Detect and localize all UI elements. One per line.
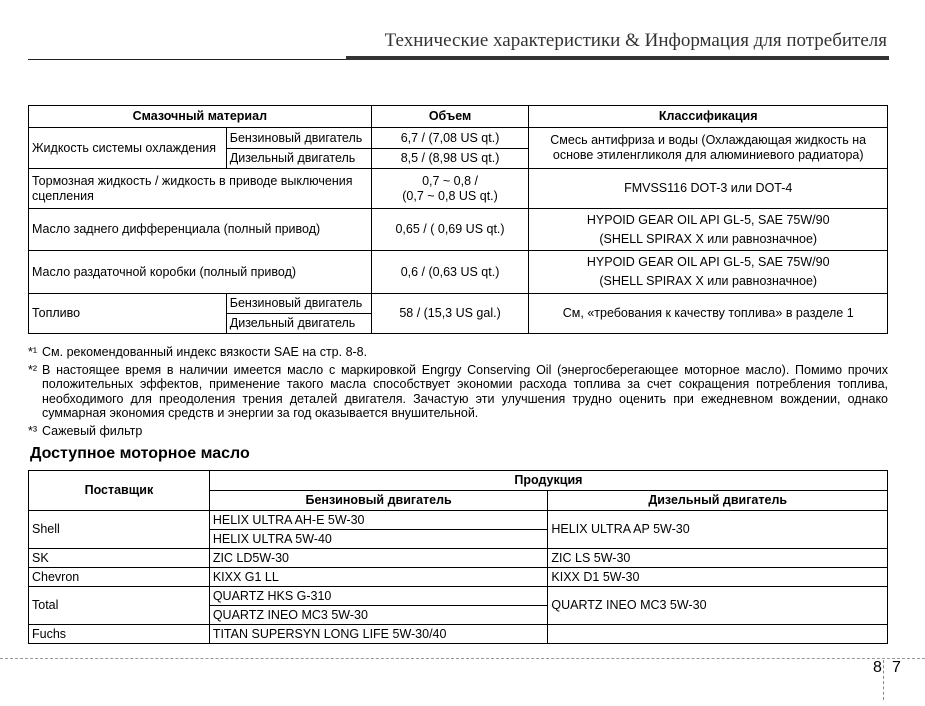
footnote-1-mark: *¹ <box>28 345 38 359</box>
rear-diff-class-line1: HYPOID GEAR OIL API GL-5, SAE 75W/90 <box>586 212 830 227</box>
supplier-chevron: Chevron <box>29 568 210 587</box>
footer-divider <box>0 658 925 659</box>
rear-diff-volume: 0,65 / ( 0,69 US qt.) <box>371 209 529 251</box>
coolant-diesel-volume: 8,5 / (8,98 US qt.) <box>371 149 529 169</box>
brake-fluid-classification: FMVSS116 DOT-3 или DOT-4 <box>529 169 888 209</box>
total-petrol-1: QUARTZ HKS G-310 <box>209 587 548 606</box>
rear-diff-name: Масло заднего дифференциала (полный привод) <box>29 209 372 251</box>
fuel-classification: См, «требования к качеству топлива» в разделе 1 <box>529 294 888 334</box>
supplier-total: Total <box>29 587 210 625</box>
footnote-3-mark: *³ <box>28 423 38 438</box>
brake-fluid-name: Тормозная жидкость / жидкость в приводе выключения сцепления <box>29 169 372 209</box>
footnote-3 <box>28 424 888 439</box>
footnote-3-text: Сажевый фильтр <box>42 423 143 438</box>
col-header-product: Продукция <box>209 471 887 491</box>
rear-diff-class-line2: (SHELL SPIRAX X или равнозначное) <box>599 231 818 246</box>
transfer-case-classification <box>529 251 888 294</box>
brake-fluid-volume <box>371 169 529 209</box>
col-header-petrol: Бензиновый двигатель <box>209 491 548 511</box>
transfer-class-line1: HYPOID GEAR OIL API GL-5, SAE 75W/90 <box>586 255 830 269</box>
supplier-shell: Shell <box>29 511 210 549</box>
shell-diesel: HELIX ULTRA AP 5W-30 <box>548 511 888 549</box>
col-header-diesel: Дизельный двигатель <box>548 491 888 511</box>
footnotes <box>28 345 888 438</box>
coolant-name: Жидкость системы охлаждения <box>29 128 227 169</box>
header-divider-thin <box>28 59 346 60</box>
lubricant-spec-table <box>28 105 888 334</box>
rear-diff-classification <box>529 209 888 251</box>
footnote-2-mark: *² <box>28 362 38 377</box>
section-title: Доступное моторное масло <box>30 445 250 462</box>
page-number-separator <box>883 660 884 700</box>
header-divider-thick <box>346 56 889 60</box>
footnote-2-text: В настоящее время в наличии имеется масло с маркировкой Engrgy Conserving Oil (энергосберегающее моторное масло). Помимо прочих положительных эффектов, применение такого масла способствует экономии расхода топлива за счет сокращения потребления топлива, необходимого для преодоления трения деталей двигателя. Зачастую эти улучшения трудно оценить при ежедневном вождении, однако суммарная экономия средств и энергии за год оказывается внушительной. <box>42 362 888 420</box>
coolant-petrol-volume: 6,7 / (7,08 US qt.) <box>371 128 529 149</box>
coolant-petrol-label: Бензиновый двигатель <box>226 128 371 149</box>
transfer-case-volume: 0,6 / (0,63 US qt.) <box>371 251 529 294</box>
fuel-name: Топливо <box>29 294 227 334</box>
fuchs-petrol: TITAN SUPERSYN LONG LIFE 5W-30/40 <box>209 625 548 644</box>
page-header-title: Технические характеристики & Информация для потребителя <box>384 30 887 51</box>
col-header-classification: Классификация <box>529 106 888 128</box>
footnote-1-text: См. рекомендованный индекс вязкости SAE на стр. 8-8. <box>42 345 368 359</box>
fuel-petrol-label: Бензиновый двигатель <box>226 294 371 314</box>
supplier-sk: SK <box>29 549 210 568</box>
sk-diesel: ZIC LS 5W-30 <box>548 549 888 568</box>
engine-oil-table <box>28 470 888 644</box>
shell-petrol-1: HELIX ULTRA AH-E 5W-30 <box>209 511 548 530</box>
total-petrol-2: QUARTZ INEO MC3 5W-30 <box>209 606 548 625</box>
transfer-class-line2: (SHELL SPIRAX X или равнозначное) <box>599 274 818 288</box>
coolant-diesel-label: Дизельный двигатель <box>226 149 371 169</box>
transfer-case-name: Масло раздаточной коробки (полный привод) <box>29 251 372 294</box>
fuel-diesel-label: Дизельный двигатель <box>226 314 371 334</box>
page-number: 7 <box>892 659 901 676</box>
chevron-diesel: KIXX D1 5W-30 <box>548 568 888 587</box>
supplier-fuchs: Fuchs <box>29 625 210 644</box>
brake-volume-line2: (0,7 ~ 0,8 US qt.) <box>402 188 498 203</box>
fuchs-diesel <box>548 625 888 644</box>
col-header-lubricant: Смазочный материал <box>29 106 372 128</box>
shell-petrol-2: HELIX ULTRA 5W-40 <box>209 530 548 549</box>
brake-volume-line1: 0,7 ~ 0,8 / <box>422 173 479 188</box>
col-header-supplier: Поставщик <box>29 471 210 511</box>
total-diesel: QUARTZ INEO MC3 5W-30 <box>548 587 888 625</box>
coolant-classification: Смесь антифриза и воды (Охлаждающая жидкость на основе этиленгликоля для алюминиевого радиатора) <box>529 128 888 169</box>
col-header-volume: Объем <box>371 106 529 128</box>
chevron-petrol: KIXX G1 LL <box>209 568 548 587</box>
page-chapter-number: 8 <box>873 659 882 676</box>
sk-petrol: ZIC LD5W-30 <box>209 549 548 568</box>
footnote-1 <box>28 345 888 360</box>
footnote-2 <box>28 363 888 421</box>
fuel-volume: 58 / (15,3 US gal.) <box>371 294 529 334</box>
